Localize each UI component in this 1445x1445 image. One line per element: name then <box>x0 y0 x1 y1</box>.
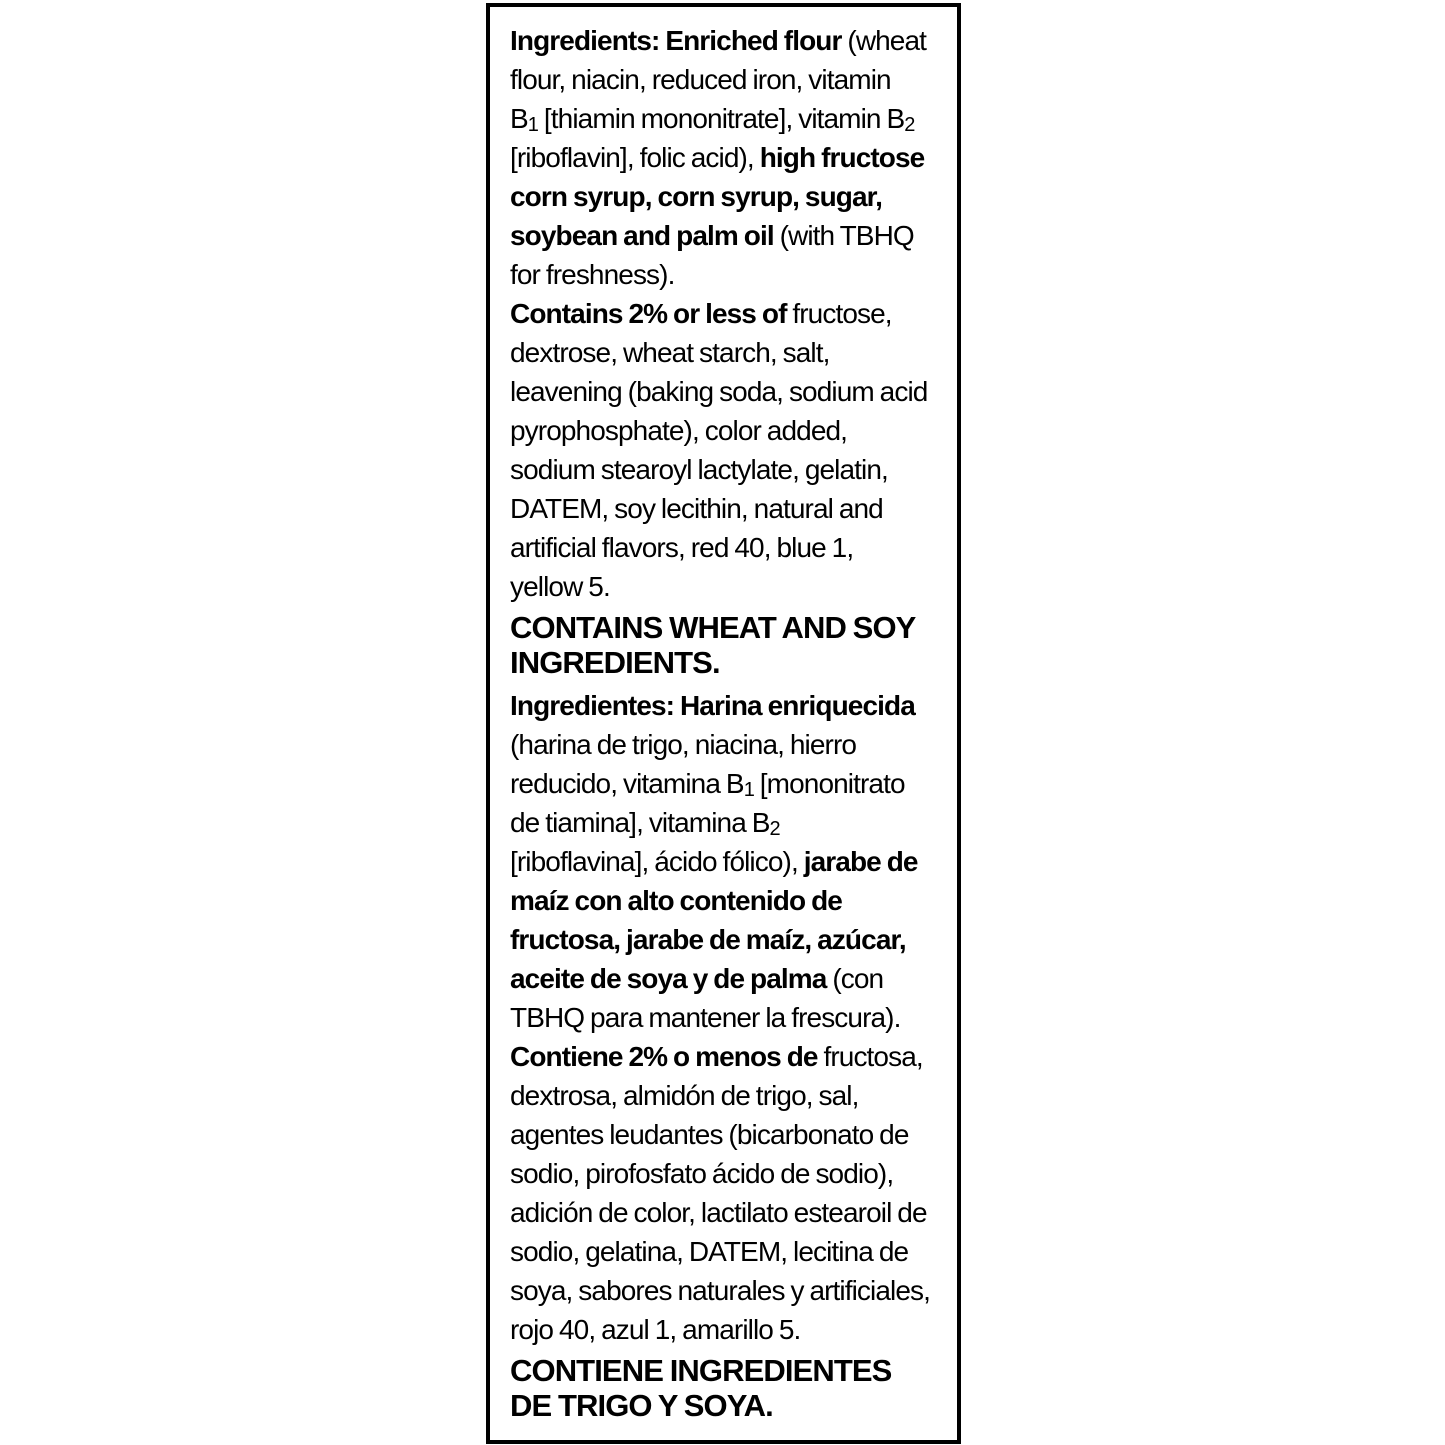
ingredients-text: [riboflavin], folic acid), <box>510 142 760 173</box>
ingredients-text: de tiamina], vitamina B <box>510 807 770 838</box>
spanish-ingredients-line: (harina de trigo, niacina, hierro <box>510 729 857 760</box>
english-ingredients-line: for freshness). <box>510 259 675 290</box>
ingredients-heading: Ingredients: Enriched flour <box>510 25 842 56</box>
english-ingredients-line: yellow 5. <box>510 571 610 602</box>
ingredients-bold-text: aceite de soya y de palma <box>510 963 827 994</box>
english-ingredients-line: artificial flavors, red 40, blue 1, <box>510 532 854 563</box>
spanish-ingredients-line: rojo 40, azul 1, amarillo 5. <box>510 1314 801 1345</box>
ingredients-text: (with TBHQ <box>773 220 914 251</box>
contiene-menos-heading: Contiene 2% o menos de <box>510 1041 818 1072</box>
subscript: 2 <box>904 114 915 136</box>
english-ingredients-line: dextrose, wheat starch, salt, <box>510 337 830 368</box>
ingredients-text: reducido, vitamina B <box>510 768 744 799</box>
english-ingredients-line: pyrophosphate), color added, <box>510 415 848 446</box>
ingredients-bold-text: jarabe de <box>803 846 918 877</box>
allergen-statement-spanish: CONTIENE INGREDIENTES <box>510 1353 892 1388</box>
subscript: 1 <box>527 114 539 136</box>
ingredients-text: [mononitrato <box>753 768 905 799</box>
english-ingredients-line: sodium stearoyl lactylate, gelatin, <box>510 454 888 485</box>
ingredients-text: [thiamin mononitrate], vitamin B <box>538 103 905 134</box>
english-ingredients-line: DATEM, soy lecithin, natural and <box>510 493 883 524</box>
ingredients-bold-text: soybean and palm oil <box>510 220 774 251</box>
ingredients-label-panel <box>486 3 961 1444</box>
spanish-ingredients-line: soya, sabores naturales y artificiales, <box>510 1275 931 1306</box>
ingredients-text: (con <box>826 963 884 994</box>
ingredients-text: fructose, <box>786 298 892 329</box>
contains-less-heading: Contains 2% or less of <box>510 298 787 329</box>
spanish-ingredients-line <box>510 959 942 998</box>
allergen-statement-english: CONTAINS WHEAT AND SOY <box>510 610 916 645</box>
ingredients-text-block <box>510 21 942 1423</box>
spanish-ingredients-line: maíz con alto contenido de <box>510 885 842 916</box>
spanish-ingredients-line <box>510 842 942 881</box>
ingredients-text: (wheat <box>841 25 927 56</box>
english-ingredients-line <box>510 21 942 60</box>
spanish-ingredients-line: sodio, gelatina, DATEM, lecitina de <box>510 1236 909 1267</box>
spanish-ingredients-line: agentes leudantes (bicarbonato de <box>510 1119 909 1150</box>
english-ingredients-line: leavening (baking soda, sodium acid <box>510 376 928 407</box>
english-ingredients-line <box>510 138 942 177</box>
ingredients-text: [riboflavina], ácido fólico), <box>510 846 804 877</box>
english-ingredients-line <box>510 294 942 333</box>
english-ingredients-line <box>510 216 942 255</box>
spanish-ingredients-line: adición de color, lactilato estearoil de <box>510 1197 927 1228</box>
allergen-statement-english: INGREDIENTS. <box>510 645 720 680</box>
allergen-statement-spanish: DE TRIGO Y SOYA. <box>510 1388 773 1423</box>
english-ingredients-line: corn syrup, corn syrup, sugar, <box>510 181 883 212</box>
english-ingredients-line: flour, niacin, reduced iron, vitamin <box>510 64 891 95</box>
ingredients-bold-text: high fructose <box>759 142 925 173</box>
english-ingredients-line <box>510 99 942 138</box>
spanish-ingredients-line: fructosa, jarabe de maíz, azúcar, <box>510 924 906 955</box>
spanish-ingredients-line <box>510 803 942 842</box>
ingredients-text: fructosa, <box>817 1041 923 1072</box>
subscript: 1 <box>743 779 754 801</box>
ingredientes-heading: Ingredientes: Harina enriquecida <box>510 690 915 721</box>
spanish-ingredients-line: sodio, pirofosfato ácido de sodio), <box>510 1158 894 1189</box>
spanish-ingredients-line: TBHQ para mantener la frescura). <box>510 1002 901 1033</box>
spanish-ingredients-line <box>510 764 942 803</box>
subscript: 2 <box>769 818 780 840</box>
ingredients-text: B <box>510 103 528 134</box>
spanish-ingredients-line <box>510 1037 942 1076</box>
spanish-ingredients-line: dextrosa, almidón de trigo, sal, <box>510 1080 859 1111</box>
